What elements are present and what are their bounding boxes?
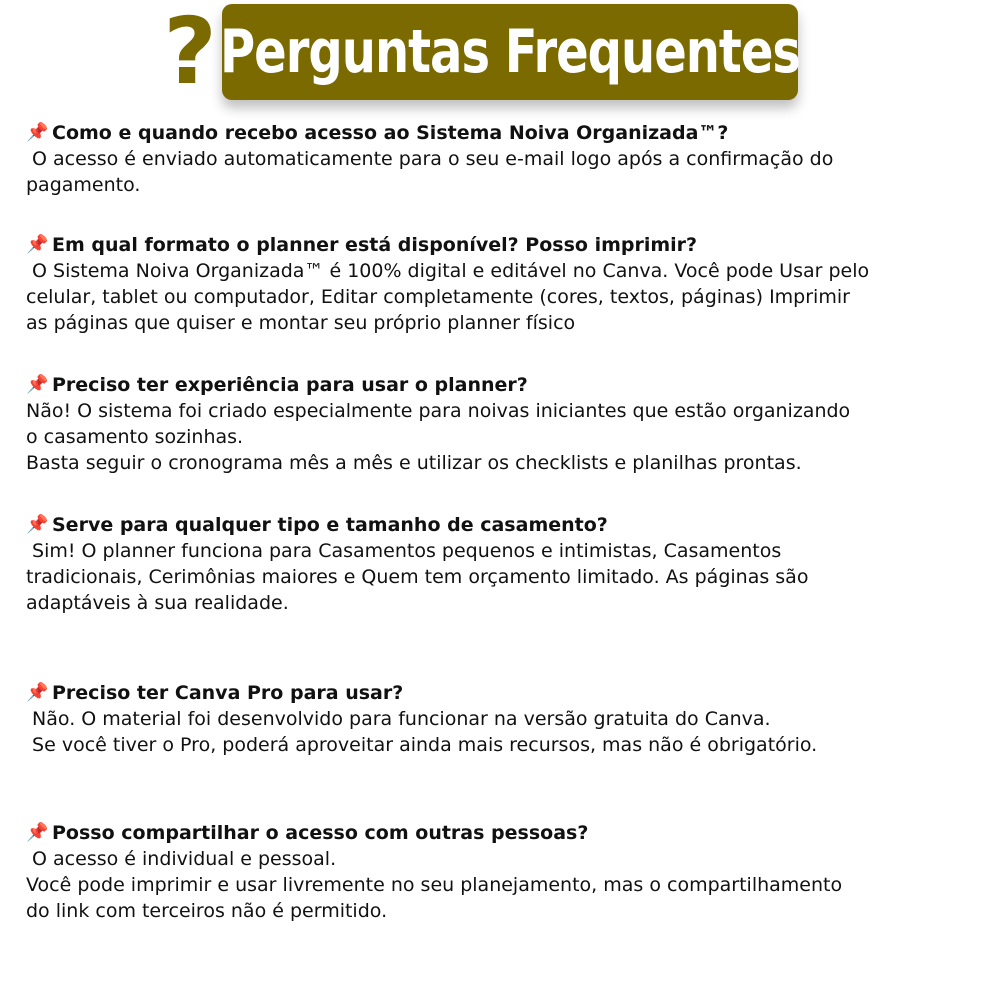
faq-answer: O acesso é enviado automaticamente para o seu e-mail logo após a confirmação do pagamento. bbox=[26, 148, 834, 196]
faq-item bbox=[26, 120, 976, 198]
faq-question-text: Serve para qualquer tipo e tamanho de casamento? bbox=[52, 514, 608, 536]
faq-item bbox=[26, 820, 976, 924]
pin-icon: 📌 bbox=[26, 514, 49, 535]
faq-question bbox=[26, 680, 976, 706]
faq-question-text: Preciso ter experiência para usar o planner? bbox=[52, 374, 528, 396]
faq-answer: O Sistema Noiva Organizada™ é 100% digital e editável no Canva. Você pode Usar pelo celular, tablet ou computador, Editar completamente (cores, textos, páginas) Imprimir as páginas que quiser e montar seu próprio planner físico bbox=[26, 260, 870, 334]
faq-item bbox=[26, 512, 976, 616]
title-banner bbox=[222, 4, 798, 100]
faq-item bbox=[26, 372, 976, 476]
faq-question bbox=[26, 232, 976, 258]
faq-answer: Sim! O planner funciona para Casamentos pequenos e intimistas, Casamentos tradicionais, Cerimônias maiores e Quem tem orçamento limitado. As páginas são adaptáveis à sua realidade. bbox=[26, 540, 809, 614]
pin-icon: 📌 bbox=[26, 374, 49, 395]
pin-icon: 📌 bbox=[26, 234, 49, 255]
faq-answer: O acesso é individual e pessoal. Você pode imprimir e usar livremente no seu planejamento, mas o compartilhamento do link com terceiros não é permitido. bbox=[26, 848, 843, 922]
faq-header bbox=[160, 0, 800, 105]
faq-question bbox=[26, 372, 976, 398]
faq-question bbox=[26, 512, 976, 538]
pin-icon: 📌 bbox=[26, 122, 49, 143]
faq-question-text: Preciso ter Canva Pro para usar? bbox=[52, 682, 404, 704]
faq-answer: Não! O sistema foi criado especialmente para noivas iniciantes que estão organizando o casamento sozinhas. Basta seguir o cronograma mês a mês e utilizar os checklists e planilhas prontas. bbox=[26, 400, 851, 474]
faq-question bbox=[26, 120, 976, 146]
faq-question bbox=[26, 820, 976, 846]
question-mark-icon: ? bbox=[163, 0, 217, 105]
pin-icon: 📌 bbox=[26, 822, 49, 843]
faq-question-text: Em qual formato o planner está disponível? Posso imprimir? bbox=[52, 234, 698, 256]
faq-answer: Não. O material foi desenvolvido para funcionar na versão gratuita do Canva. Se você tiver o Pro, poderá aproveitar ainda mais recursos, mas não é obrigatório. bbox=[32, 708, 818, 756]
faq-question-text: Posso compartilhar o acesso com outras pessoas? bbox=[52, 822, 589, 844]
pin-icon: 📌 bbox=[26, 682, 49, 703]
faq-question-text: Como e quando recebo acesso ao Sistema Noiva Organizada™? bbox=[52, 122, 729, 144]
faq-item bbox=[26, 680, 976, 758]
faq-item bbox=[26, 232, 976, 336]
page-title: Perguntas Frequentes bbox=[220, 17, 800, 87]
